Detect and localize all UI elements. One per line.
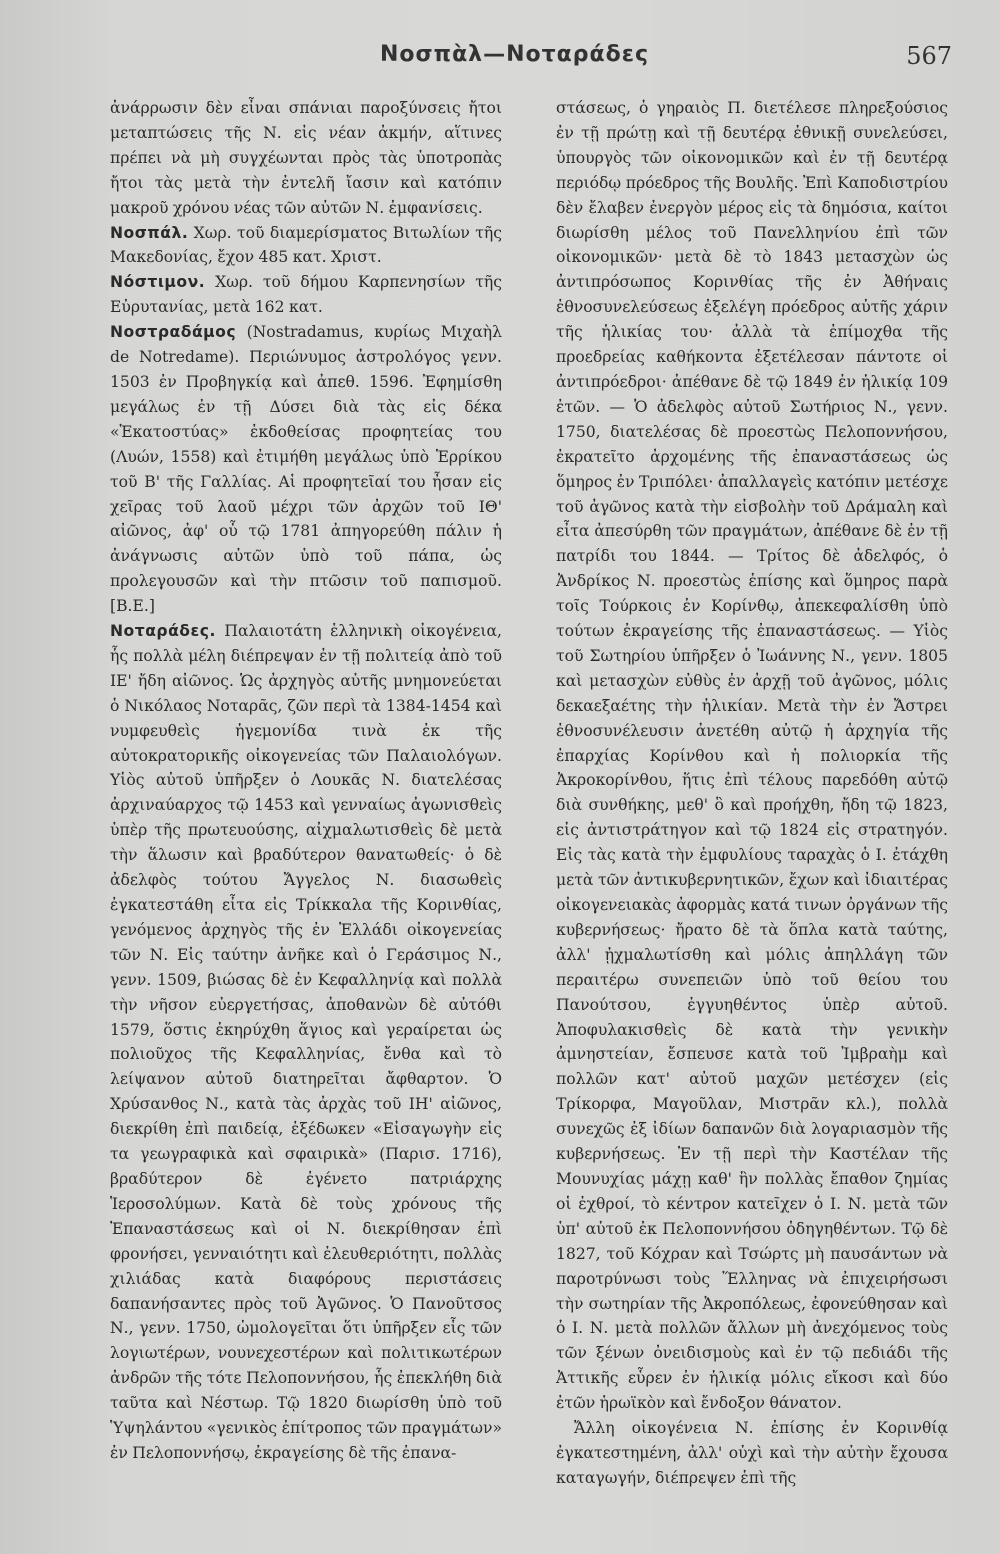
entry-text: (Nostradamus, κυρίως Μιχαὴλ de Notredame). Περιώνυμος ἀστρολόγος γενν. 1503 ἐν Προβηγκίᾳ καὶ ἀπεθ. 1596. Ἐφημίσθη μεγάλως ἐν τῇ Δύσει διὰ τὰς εἰς δέκα «Ἑκατοστύας» ἐκδοθείσας προφητείας του (Λυών, 1558) καὶ ἐτιμήθη μεγάλως ὑπὸ Ἑρρίκου τοῦ Β' τῆς Γαλλίας. Αἱ προφητεῖαί του ἦσαν εἰς χεῖρας τοῦ λαοῦ μέχρι τῶν ἀρχῶν τοῦ ΙΘ' αἰῶνος, ἀφ' οὗ τῷ 1781 ἀπηγορεύθη πάλιν ἡ ἀνάγνωσις αὐτῶν ὑπὸ τοῦ πάπα, ὡς προλεγουσῶν καὶ τὴν πτῶσιν τοῦ παπισμοῦ. [Β.Ε.] — [110, 323, 502, 616]
entry-text: Χωρ. τοῦ δήμου Καρπενησίων τῆς Εὐρυτανίας, μετὰ 162 κατ. — [110, 273, 502, 317]
page-number: 567 — [906, 42, 952, 70]
left-column — [110, 96, 502, 1466]
entry-title: Νοσπάλ. — [110, 223, 189, 242]
right-column — [556, 96, 948, 1491]
entry-title: Νοταράδες. — [110, 622, 216, 641]
entry-title: Νοστραδάμος — [110, 323, 237, 342]
running-head — [100, 40, 960, 80]
entry-nostimon — [110, 270, 502, 320]
entry-nospal — [110, 221, 502, 271]
entry-notarades — [110, 619, 502, 1466]
running-title: Νοσπὰλ—Νοταράδες — [380, 42, 650, 67]
entry-text: Παλαιοτάτη ἑλληνικὴ οἰκογένεια, ἧς πολλὰ μέλη διέπρεψαν ἐν τῇ πολιτείᾳ ἀπὸ τοῦ ΙΕ' ἤδη αἰῶνος. Ὡς ἀρχηγὸς αὐτῆς μνημονεύεται ὁ Νικόλαος Νοταρᾶς, ζῶν περὶ τὰ 1384-1454 καὶ νυμφευθεὶς ἡγεμονίδα τινὰ ἐκ τῆς αὐτοκρατορικῆς οἰκογενείας τῶν Παλαιολόγων. Υἱὸς αὐτοῦ ὑπῆρξεν ὁ Λουκᾶς Ν. διατελέσας ἀρχιναύαρχος τῷ 1453 καὶ γενναίως ἀγωνισθεὶς ὑπὲρ τῆς πρωτευούσης, αἰχμαλωτισθεὶς δὲ μετὰ τὴν ἅλωσιν καὶ βραδύτερον θανατωθείς· ὁ δὲ ἀδελφὸς τούτου Ἄγγελος Ν. διασωθεὶς ἐγκατεστάθη εἶτα εἰς Τρίκκαλα τῆς Κορινθίας, γενόμενος ἀρχηγὸς τῆς ἐν Ἑλλάδι οἰκογενείας τῶν Ν. Εἰς ταύτην ἀνῆκε καὶ ὁ Γεράσιμος Ν., γενν. 1509, βιώσας δὲ ἐν Κεφαλληνίᾳ καὶ πολλὰ τὴν νῆσον εὐεργετήσας, ἀποθανὼν δὲ αὐτόθι 1579, ὅστις ἐκηρύχθη ἅγιος καὶ γεραίρεται ὡς πολιοῦχος τῆς Κεφαλληνίας, ἔνθα καὶ τὸ λείψανον αὐτοῦ διατηρεῖται ἄφθαρτον. Ὁ Χρύσανθος Ν., κατὰ τὰς ἀρχὰς τοῦ ΙΗ' αἰῶνος, διεκρίθη ἐπὶ παιδείᾳ, ἐξέδωκεν «Εἰσαγωγὴν εἰς τα γεωγραφικὰ καὶ σφαιρικὰ» (Παρισ. 1716), βραδύτερον δὲ ἐγένετο πατριάρχης Ἱεροσολύμων. Κατὰ δὲ τοὺς χρόνους τῆς Ἐπαναστάσεως καὶ οἱ Ν. διεκρίθησαν ἐπὶ φρονήσει, γενναιότητι καὶ ἐλευθεριότητι, πολλὰς χιλιάδας κατὰ διαφόρους περιστάσεις δαπανήσαντες πρὸς τοῦ Ἀγῶνος. Ὁ Πανοῦτσος Ν., γενν. 1750, ὡμολογεῖται ὅτι ὑπῆρξεν εἷς τῶν λογιωτέρων, νουνεχεστέρων καὶ πολιτικωτέρων ἀνδρῶν τῆς τότε Πελοποννήσου, ἧς ἐπεκλήθη διὰ ταῦτα καὶ Νέστωρ. Τῷ 1820 διωρίσθη ὑπὸ τοῦ Ὑψηλάντου «γενικὸς ἐπίτροπος τῶν πραγμάτων» ἐν Πελοποννήσῳ, ἐκραγείσης δὲ τῆς ἐπανα- — [110, 622, 502, 1462]
entry-text: Χωρ. τοῦ διαμερίσματος Βιτωλίων τῆς Μακεδονίας, ἔχον 485 κατ. Χριστ. — [110, 223, 502, 267]
entry-title: Νόστιμον. — [110, 273, 206, 292]
entry-nostradamus — [110, 320, 502, 619]
continued-paragraph: στάσεως, ὁ γηραιὸς Π. διετέλεσε πληρεξούσιος ἐν τῇ πρώτῃ καὶ τῇ δευτέρᾳ ἐθνικῇ συνελεύσει, ὑπουργὸς τῶν οἰκονομικῶν καὶ ἐν τῇ δευτέρᾳ περιόδῳ πρόεδρος τῆς Βουλῆς. Ἐπὶ Καποδιστρίου δὲν ἔλαβεν ἐνεργὸν μέρος εἰς τὰ δημόσια, καίτοι διωρίσθη μέλος τοῦ Πανελληνίου ἐπὶ τῶν οἰκονομικῶν· μετὰ δὲ τὸ 1843 μετασχὼν ὡς ἀντιπρόσωπος Κορινθίας τῆς ἐν Ἀθήναις ἐθνοσυνελεύσεως ἐξελέγη πρόεδρος αὐτῆς χάριν τῆς ἡλικίας του· ἀλλὰ τὰ ἐπίμοχθα τῆς προεδρείας καθήκοντα ἐξετέλεσαν πάντοτε οἱ ἀντιπρόεδροι· ἀπέθανε δὲ τῷ 1849 ἐν ἡλικίᾳ 109 ἐτῶν. — Ὁ ἀδελφὸς αὐτοῦ Σωτήριος Ν., γενν. 1750, διατελέσας δὲ προεστὼς Πελοποννήσου, ἐκρατεῖτο ἀρχομένης τῆς ἐπαναστάσεως ὡς ὅμηρος ἐν Τριπόλει· ἀπαλλαγεὶς κατόπιν μετέσχε τοῦ ἀγῶνος κατὰ τὴν εἰσβολὴν τοῦ Δράμαλη καὶ εἶτα ἀπεσύρθη τῶν πραγμάτων, ἀπέθανε δὲ ἐν τῇ πατρίδι του 1844. — Τρίτος δὲ ἀδελφός, ὁ Ἀνδρίκος Ν. προεστὼς ἐπίσης καὶ ὅμηρος παρὰ τοῖς Τούρκοις ἐν Κορίνθῳ, ἀπεκεφαλίσθη ὑπὸ τούτων ἐκραγείσης τῆς ἐπαναστάσεως. — Υἱὸς τοῦ Σωτηρίου ὑπῆρξεν ὁ Ἰωάννης Ν., γενν. 1805 καὶ μετασχὼν εὐθὺς ἐν ἀρχῇ τοῦ ἀγῶνος, μόλις δεκαεξαέτης τὴν ἡλικίαν. Μετὰ τὴν ἐν Ἄστρει ἐθνοσυνέλευσιν ἀνετέθη αὐτῷ ἡ ἀρχηγία τῆς ἐπαρχίας Κορίνθου καὶ ἡ πολιορκία τῆς Ἀκροκορίνθου, ἥτις ἐπὶ τέλους παρεδόθη αὐτῷ διὰ συνθήκης, μεθ' ὃ καὶ προήχθη, ἤδη τῷ 1823, εἰς ἀντιστράτηγον καὶ τῷ 1824 εἰς στρατηγόν. Εἰς τὰς κατὰ τὴν ἐμφυλίους ταραχὰς ὁ Ι. ἐτάχθη μετὰ τῶν ἀντικυβερνητικῶν, ἔχων καὶ ἰδιαιτέρας οἰκογενειακὰς ἀφορμὰς κατά τινων ὀργάνων τῆς κυβερνήσεως· ἤρατο δὲ τὰ ὅπλα κατὰ ταύτης, ἀλλ' ᾐχμαλωτίσθη καὶ μόλις ἀπηλλάγη τῶν περαιτέρω συνεπειῶν ὑπὸ τοῦ θείου του Πανούτσου, ἐγγυηθέντος ὑπὲρ αὐτοῦ. Ἀποφυλακισθεὶς δὲ κατὰ τὴν γενικὴν ἀμνηστείαν, ἔσπευσε κατὰ τοῦ Ἰμβραὴμ καὶ πολλῶν κατ' αὐτοῦ μαχῶν μετέσχεν (εἰς Τρίκορφα, Μαγοῦλαν, Μιστρᾶν κλ.), πολλὰ συνεχῶς ἐξ ἰδίων δαπανῶν διὰ λογαριασμὸν τῆς κυβερνήσεως. Ἐν τῇ περὶ τὴν Καστέλαν τῆς Μουνυχίας μάχῃ καθ' ἣν πολλὰς ἔπαθον ζημίας οἱ ἐχθροί, τὸ κέντρον κατεῖχεν ὁ Ι. Ν. μετὰ τῶν ὑπ' αὐτοῦ ἐκ Πελοποννήσου ὁδηγηθέντων. Τῷ δὲ 1827, τοῦ Κόχραν καὶ Τσώρτς μὴ παυσάντων νὰ παροτρύνωσι τοὺς Ἕλληνας νὰ ἐπιχειρήσωσι τὴν σωτηρίαν τῆς Ἀκροπόλεως, ἐφονεύθησαν καὶ ὁ Ι. Ν. μετὰ πολλῶν ἄλλων μὴ ἀνεχόμενος τοὺς τῶν ξένων ὀνειδισμοὺς καὶ ἐν τῷ πεδιάδι τῆς Ἀττικῆς εὗρεν ἐν ἡλικίᾳ μόλις εἴκοσι καὶ δύο ἐτῶν ἡρωϊκὸν καὶ ἔνδοξον θάνατον. — [556, 99, 948, 1413]
intro-paragraph: ἀνάρρωσιν δὲν εἶναι σπάνιαι παροξύνσεις ἤτοι μεταπτώσεις τῆς Ν. εἰς νέαν ἀκμήν, αἵτινες πρέπει νὰ μὴ συγχέωνται πρὸς τὰς ὑποτροπὰς ἤτοι τὰς μετὰ τὴν ἐντελῆ ἴασιν καὶ κατόπιν μακροῦ χρόνου νέας τῶν αὐτῶν Ν. ἐμφανίσεις. — [110, 99, 502, 217]
closing-paragraph: Ἄλλη οἰκογένεια Ν. ἐπίσης ἐν Κορινθίᾳ ἐγκατεστημένη, ἀλλ' οὐχὶ καὶ τὴν αὐτὴν ἔχουσα καταγωγήν, διέπρεψεν ἐπὶ τῆς — [556, 1419, 948, 1487]
